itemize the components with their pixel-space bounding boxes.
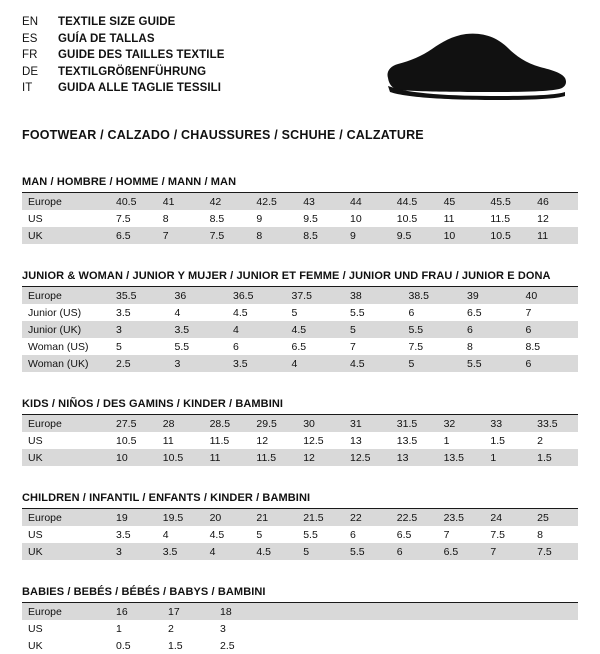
section-title: MAN / HOMBRE / HOMME / MANN / MAN bbox=[22, 176, 237, 188]
language-code: EN bbox=[22, 16, 39, 28]
cell: 1.5 bbox=[168, 639, 183, 652]
table-row bbox=[22, 287, 578, 304]
row-label: UK bbox=[28, 639, 43, 652]
cell: 44.5 bbox=[391, 193, 438, 210]
cell: 3.5 bbox=[169, 321, 228, 338]
cell: 3.5 bbox=[157, 543, 204, 560]
cell: 6.5 bbox=[396, 528, 412, 541]
row-label: UK bbox=[22, 449, 110, 466]
cell: 3.5 bbox=[116, 306, 131, 319]
section-title: KIDS / NIÑOS / DES GAMINS / KINDER / BAMBINI bbox=[22, 398, 284, 410]
cell: 10 bbox=[110, 449, 157, 466]
cell: 2 bbox=[168, 622, 174, 635]
cell: 1 bbox=[116, 622, 122, 635]
cell: 1.5 bbox=[531, 449, 578, 466]
table-row bbox=[22, 321, 578, 338]
row-label: UK bbox=[22, 543, 110, 560]
section-kids bbox=[22, 398, 578, 466]
cell: 11 bbox=[162, 434, 174, 447]
cell: 36.5 bbox=[227, 287, 286, 304]
cell bbox=[526, 620, 578, 637]
table-row bbox=[22, 509, 578, 526]
row-label: Europe bbox=[22, 603, 110, 620]
cell bbox=[266, 620, 318, 637]
cell: 6.5 bbox=[291, 340, 307, 353]
table-row bbox=[22, 637, 578, 654]
table-row bbox=[22, 304, 578, 321]
cell: 5.5 bbox=[344, 543, 391, 560]
cell: 4.5 bbox=[344, 355, 403, 372]
row-label: US bbox=[28, 212, 43, 225]
cell: 19 bbox=[110, 509, 157, 526]
cell: 9.5 bbox=[303, 212, 318, 225]
cell: 4.5 bbox=[209, 528, 225, 541]
cell: 8 bbox=[467, 340, 473, 353]
cell: 8.5 bbox=[209, 212, 225, 225]
cell: 13.5 bbox=[396, 434, 418, 447]
cell: 19.5 bbox=[157, 509, 204, 526]
cell: 2 bbox=[537, 434, 544, 447]
cell: 7 bbox=[443, 528, 450, 541]
cell: 45 bbox=[438, 193, 485, 210]
section-children bbox=[22, 492, 578, 560]
cell: 23.5 bbox=[438, 509, 485, 526]
cell: 13.5 bbox=[438, 449, 485, 466]
row-label: Junior (US) bbox=[28, 306, 82, 319]
cell: 10.5 bbox=[116, 434, 137, 447]
language-title: GUÍA DE TALLAS bbox=[58, 32, 155, 45]
document-header bbox=[22, 16, 578, 112]
language-title: TEXTILGRÖßENFÜHRUNG bbox=[58, 65, 207, 78]
row-label: Europe bbox=[22, 509, 110, 526]
row-label: US bbox=[28, 434, 43, 447]
cell: 12.5 bbox=[344, 449, 391, 466]
table-row bbox=[22, 193, 578, 210]
table-row bbox=[22, 415, 578, 432]
cell: 7 bbox=[525, 306, 532, 319]
cell: 5 bbox=[116, 340, 122, 353]
cell: 7.5 bbox=[116, 212, 131, 225]
language-code: FR bbox=[22, 49, 38, 61]
cell: 6 bbox=[408, 306, 415, 319]
cell: 21.5 bbox=[297, 509, 344, 526]
cell: 4.5 bbox=[250, 543, 297, 560]
cell: 33.5 bbox=[531, 415, 578, 432]
row-label: Europe bbox=[22, 193, 110, 210]
cell: 38 bbox=[344, 287, 403, 304]
cell bbox=[266, 603, 318, 620]
cell: 2.5 bbox=[110, 355, 169, 372]
cell: 12 bbox=[256, 434, 269, 447]
size-table-babies bbox=[22, 603, 578, 654]
cell: 5 bbox=[297, 543, 344, 560]
cell: 1 bbox=[443, 434, 450, 447]
cell: 11 bbox=[204, 449, 251, 466]
cell: 6 bbox=[233, 340, 239, 353]
cell: 6 bbox=[520, 355, 579, 372]
language-code: ES bbox=[22, 32, 38, 45]
cell: 10.5 bbox=[396, 212, 418, 225]
cell: 25 bbox=[531, 509, 578, 526]
table-row bbox=[22, 338, 578, 355]
size-table-junior-woman bbox=[22, 287, 578, 372]
cell: 39 bbox=[461, 287, 520, 304]
cell: 1.5 bbox=[490, 434, 505, 447]
cell: 5.5 bbox=[303, 528, 318, 541]
language-code: DE bbox=[22, 65, 39, 78]
cell bbox=[474, 620, 526, 637]
table-row bbox=[22, 210, 578, 227]
section-title: BABIES / BEBÉS / BÉBÉS / BABYS / BAMBINI bbox=[22, 586, 266, 598]
cell: 4.5 bbox=[286, 321, 345, 338]
row-label: Europe bbox=[22, 415, 110, 432]
cell bbox=[422, 603, 474, 620]
cell: 8 bbox=[537, 528, 544, 541]
cell: 4 bbox=[162, 528, 169, 541]
cell: 36 bbox=[169, 287, 228, 304]
cell: 5.5 bbox=[174, 340, 190, 353]
cell: 44 bbox=[344, 193, 391, 210]
size-table-man bbox=[22, 193, 578, 244]
cell: 4.5 bbox=[233, 306, 248, 319]
cell: 7.5 bbox=[490, 528, 505, 541]
cell: 4 bbox=[204, 543, 251, 560]
cell: 5.5 bbox=[350, 306, 365, 319]
cell: 21 bbox=[250, 509, 297, 526]
language-title: TEXTILE SIZE GUIDE bbox=[58, 16, 176, 28]
cell: 29.5 bbox=[250, 415, 297, 432]
cell: 5.5 bbox=[461, 355, 520, 372]
cell: 12 bbox=[537, 212, 549, 225]
cell: 31 bbox=[344, 415, 391, 432]
cell: 45.5 bbox=[484, 193, 531, 210]
row-label: Europe bbox=[22, 287, 110, 304]
cell: 11 bbox=[443, 212, 455, 225]
section-junior-woman bbox=[22, 270, 578, 372]
cell: 22.5 bbox=[391, 509, 438, 526]
cell: 5.5 bbox=[403, 321, 462, 338]
cell bbox=[526, 637, 578, 654]
cell: 5 bbox=[291, 306, 298, 319]
section-babies bbox=[22, 586, 578, 654]
cell: 3 bbox=[110, 543, 157, 560]
cell: 8 bbox=[162, 212, 169, 225]
cell: 30 bbox=[297, 415, 344, 432]
cell bbox=[526, 603, 578, 620]
language-title: GUIDA ALLE TAGLIE TESSILI bbox=[58, 82, 222, 94]
cell: 2.5 bbox=[220, 639, 235, 652]
row-label: US bbox=[28, 622, 43, 635]
cell: 11.5 bbox=[250, 449, 297, 466]
cell: 7.5 bbox=[408, 340, 424, 353]
cell: 6 bbox=[461, 321, 520, 338]
cell: 41 bbox=[157, 193, 204, 210]
size-table-children bbox=[22, 509, 578, 560]
cell: 8.5 bbox=[525, 340, 541, 353]
cell bbox=[422, 637, 474, 654]
cell: 10 bbox=[349, 212, 362, 225]
size-table-kids bbox=[22, 415, 578, 466]
cell: 28 bbox=[157, 415, 204, 432]
cell bbox=[266, 637, 318, 654]
cell bbox=[318, 603, 370, 620]
cell: 6 bbox=[349, 528, 356, 541]
cell: 6.5 bbox=[438, 543, 485, 560]
cell: 5 bbox=[256, 528, 263, 541]
section-man bbox=[22, 176, 578, 244]
cell: 12 bbox=[297, 449, 344, 466]
cell: 11.5 bbox=[490, 212, 511, 225]
language-code: IT bbox=[22, 82, 33, 94]
cell: 10 bbox=[438, 227, 485, 244]
cell: 16 bbox=[110, 603, 162, 620]
cell: 12.5 bbox=[303, 434, 324, 447]
row-label: Woman (US) bbox=[28, 340, 89, 353]
cell: 5 bbox=[344, 321, 403, 338]
cell bbox=[474, 637, 526, 654]
cell: 5 bbox=[403, 355, 462, 372]
cell bbox=[370, 637, 422, 654]
cell: 18 bbox=[214, 603, 266, 620]
cell: 8.5 bbox=[297, 227, 344, 244]
cell bbox=[370, 603, 422, 620]
cell: 11.5 bbox=[209, 434, 230, 447]
cell: 40.5 bbox=[110, 193, 157, 210]
cell: 3.5 bbox=[116, 528, 131, 541]
cell: 40 bbox=[520, 287, 579, 304]
cell: 27.5 bbox=[110, 415, 157, 432]
cell: 7 bbox=[157, 227, 204, 244]
cell: 20 bbox=[204, 509, 251, 526]
cell: 3 bbox=[220, 622, 226, 635]
row-label: UK bbox=[22, 227, 110, 244]
cell: 7.5 bbox=[204, 227, 251, 244]
cell: 7 bbox=[484, 543, 531, 560]
cell: 6 bbox=[520, 321, 579, 338]
cell: 46 bbox=[531, 193, 578, 210]
row-label: Junior (UK) bbox=[22, 321, 110, 338]
language-title: GUIDE DES TAILLES TEXTILE bbox=[58, 49, 225, 61]
section-title: JUNIOR & WOMAN / JUNIOR Y MUJER / JUNIOR ET FEMME / JUNIOR UND FRAU / JUNIOR E DONA bbox=[22, 270, 551, 282]
cell: 10.5 bbox=[157, 449, 204, 466]
cell: 6.5 bbox=[110, 227, 157, 244]
cell: 4 bbox=[227, 321, 286, 338]
footwear-heading: FOOTWEAR / CALZADO / CHAUSSURES / SCHUHE / CALZATURE bbox=[22, 128, 424, 142]
cell: 43 bbox=[297, 193, 344, 210]
row-label: US bbox=[28, 528, 43, 541]
cell: 13 bbox=[391, 449, 438, 466]
table-row bbox=[22, 620, 578, 637]
cell bbox=[370, 620, 422, 637]
cell bbox=[318, 620, 370, 637]
cell: 6.5 bbox=[467, 306, 482, 319]
cell: 37.5 bbox=[286, 287, 345, 304]
cell bbox=[422, 620, 474, 637]
cell: 4 bbox=[286, 355, 345, 372]
cell: 33 bbox=[484, 415, 531, 432]
cell: 31.5 bbox=[391, 415, 438, 432]
table-row bbox=[22, 227, 578, 244]
cell: 7.5 bbox=[531, 543, 578, 560]
cell: 35.5 bbox=[110, 287, 169, 304]
cell: 3 bbox=[110, 321, 169, 338]
table-row bbox=[22, 432, 578, 449]
cell: 42.5 bbox=[250, 193, 297, 210]
cell: 3.5 bbox=[227, 355, 286, 372]
cell: 32 bbox=[438, 415, 485, 432]
table-row bbox=[22, 603, 578, 620]
cell: 8 bbox=[250, 227, 297, 244]
cell: 17 bbox=[162, 603, 214, 620]
table-row bbox=[22, 526, 578, 543]
table-row bbox=[22, 355, 578, 372]
cell: 9 bbox=[344, 227, 391, 244]
cell: 6 bbox=[391, 543, 438, 560]
cell bbox=[318, 637, 370, 654]
cell: 1 bbox=[484, 449, 531, 466]
cell: 9 bbox=[256, 212, 263, 225]
cell: 3 bbox=[169, 355, 228, 372]
table-row bbox=[22, 543, 578, 560]
cell: 10.5 bbox=[484, 227, 531, 244]
table-row bbox=[22, 449, 578, 466]
cell: 9.5 bbox=[391, 227, 438, 244]
cell: 11 bbox=[531, 227, 578, 244]
cell: 38.5 bbox=[403, 287, 462, 304]
cell: 13 bbox=[349, 434, 362, 447]
cell bbox=[474, 603, 526, 620]
cell: 4 bbox=[174, 306, 181, 319]
cell: 28.5 bbox=[204, 415, 251, 432]
cell: 24 bbox=[484, 509, 531, 526]
cell: 7 bbox=[350, 340, 356, 353]
cell: 0.5 bbox=[116, 639, 131, 652]
cell: 22 bbox=[344, 509, 391, 526]
section-title: CHILDREN / INFANTIL / ENFANTS / KINDER / BAMBINI bbox=[22, 492, 311, 504]
cell: 42 bbox=[204, 193, 251, 210]
dress-shoe-icon bbox=[380, 26, 570, 104]
row-label: Woman (UK) bbox=[22, 355, 110, 372]
